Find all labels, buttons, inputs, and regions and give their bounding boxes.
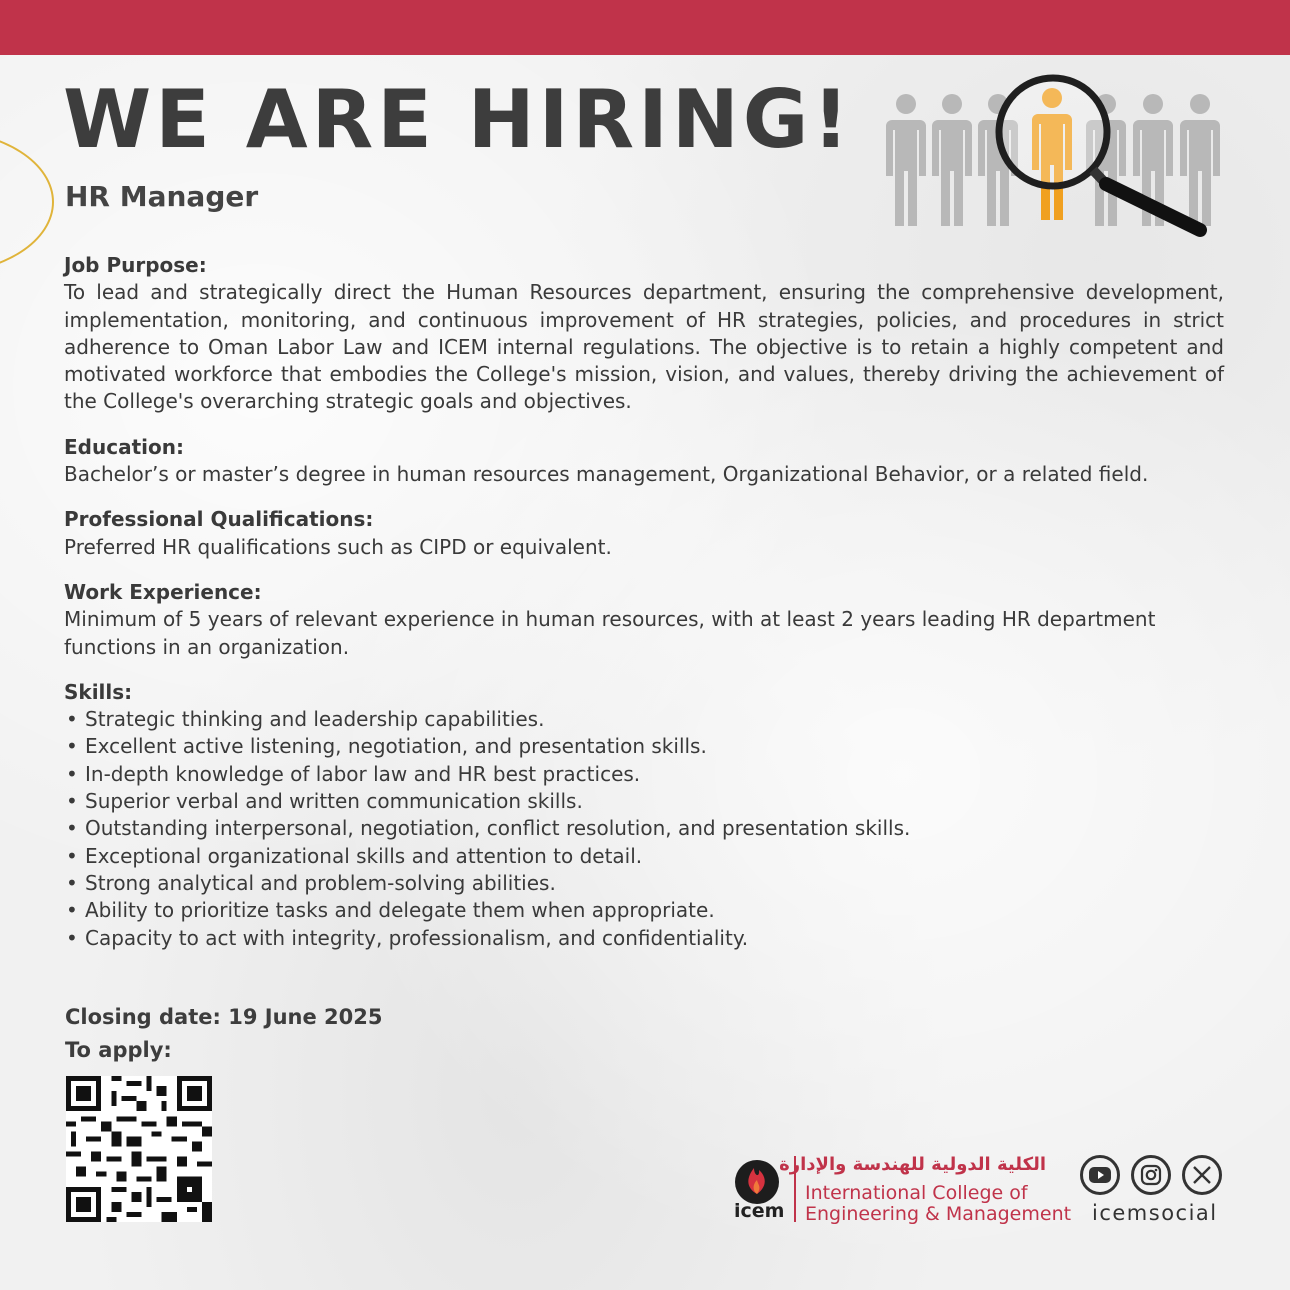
skill-item: • Strategic thinking and leadership capabilities. xyxy=(64,706,1224,733)
qualifications-heading: Professional Qualifications: xyxy=(64,507,374,532)
experience-heading: Work Experience: xyxy=(64,579,262,604)
skills-section xyxy=(64,679,1224,952)
skill-item: • Excellent active listening, negotiation, and presentation skills. xyxy=(64,733,1224,760)
decorative-ring xyxy=(0,130,54,274)
icem-logo xyxy=(732,1152,1072,1232)
education-text: Bachelor’s or master’s degree in human resources management, Organizational Behavior, or a related field. xyxy=(64,462,1149,487)
instagram-icon[interactable] xyxy=(1131,1155,1171,1195)
education-heading: Education: xyxy=(64,434,184,459)
skills-heading: Skills: xyxy=(64,679,133,704)
college-name-line1: International College of xyxy=(805,1182,1028,1204)
x-icon[interactable] xyxy=(1182,1155,1222,1195)
qualifications-text: Preferred HR qualifications such as CIPD or equivalent. xyxy=(64,534,612,559)
youtube-icon[interactable] xyxy=(1080,1155,1120,1195)
experience-section xyxy=(64,579,1224,661)
closing-date: Closing date: 19 June 2025 xyxy=(65,1005,383,1029)
skill-item: • Superior verbal and written communication skills. xyxy=(64,788,1224,815)
job-purpose-section xyxy=(64,252,1224,416)
skill-item: • Exceptional organizational skills and attention to detail. xyxy=(64,843,1224,870)
skill-item: • Outstanding interpersonal, negotiation, conflict resolution, and presentation skills. xyxy=(64,815,1224,842)
skill-item: • Capacity to act with integrity, professionalism, and confidentiality. xyxy=(64,925,1224,952)
experience-text: Minimum of 5 years of relevant experience in human resources, with at least 2 years leading HR department functions in an organization. xyxy=(64,607,1156,659)
apply-qr-code[interactable] xyxy=(66,1076,212,1222)
top-banner-bar xyxy=(0,0,1290,55)
qualifications-section xyxy=(64,506,1224,561)
skill-item: • Ability to prioritize tasks and delegate them when appropriate. xyxy=(64,897,1224,924)
job-purpose-heading: Job Purpose: xyxy=(64,253,207,277)
apply-label: To apply: xyxy=(65,1038,172,1062)
college-name-arabic: الكلية الدولية للهندسة والإدارة xyxy=(779,1154,1046,1175)
education-section xyxy=(64,434,1224,489)
job-title: HR Manager xyxy=(65,180,259,213)
job-purpose-text: To lead and strategically direct the Human Resources department, ensuring the comprehensive development, implementation, monitoring, and continuous improvement of HR strategies, policies, and procedures in strict adherence to Oman Labor Law and ICEM internal regulations. The objective is to retain a highly competent and motivated workforce that embodies the College's mission, vision, and values, thereby driving the achievement of the College's overarching strategic goals and objectives. xyxy=(64,280,1224,414)
recruitment-magnifier-illustration xyxy=(878,72,1228,242)
college-name-line2: Engineering & Management xyxy=(805,1203,1072,1225)
page-headline: WE ARE HIRING! xyxy=(63,73,853,166)
social-handle[interactable]: icemsocial xyxy=(1092,1201,1218,1225)
social-links xyxy=(1080,1155,1230,1235)
skills-list xyxy=(64,706,1224,952)
icem-short-name: icem xyxy=(734,1200,785,1222)
skill-item: • Strong analytical and problem-solving abilities. xyxy=(64,870,1224,897)
job-description xyxy=(64,252,1224,970)
skill-item: • In-depth knowledge of labor law and HR best practices. xyxy=(64,761,1224,788)
